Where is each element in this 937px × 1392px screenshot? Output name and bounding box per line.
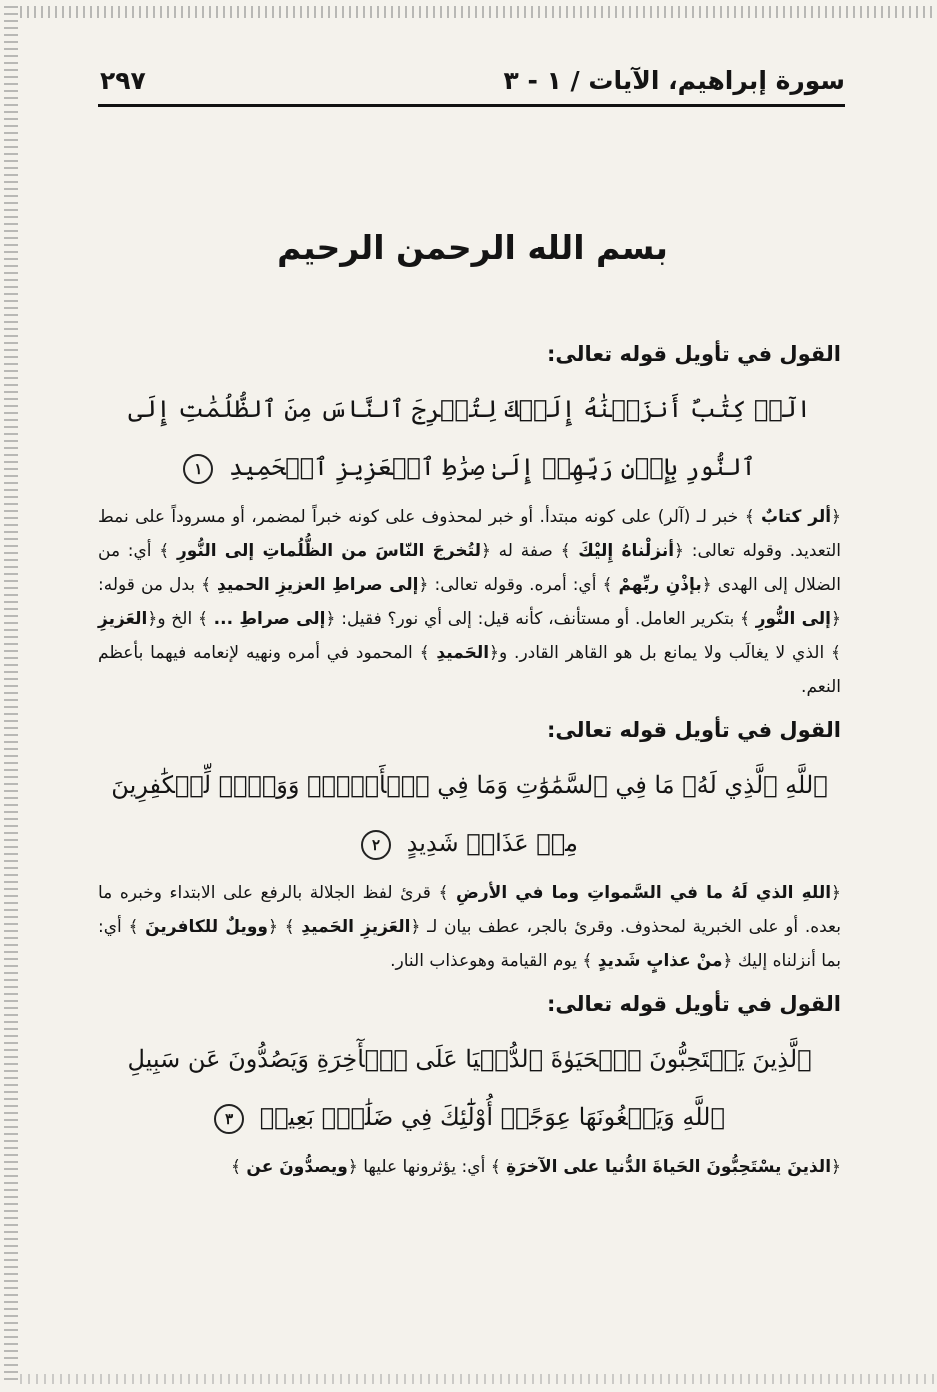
quoted-verse-phrase: ﴿ بإذْنِ ربِّهمْ ﴾ [602,575,711,595]
quoted-verse-phrase: ﴿ لتُخرجَ النّاسَ من الظُّلُماتِ إلى النُّورِ ﴾ [159,541,491,561]
tafsir-section-3 [98,986,841,1184]
page-body [98,336,841,1192]
tafsir-section-2 [98,712,841,978]
quoted-verse-phrase: ﴿ منْ عذابٍ شَديدٍ ﴾ [582,951,732,971]
commentary-text: بدل من قوله: [98,575,202,595]
commentary-paragraph [98,876,841,978]
commentary-paragraph [98,500,841,704]
quoted-verse-phrase: ﴿ العَزيزِ الحَميدِ ﴾ [285,917,421,937]
commentary-text: الخ و [157,609,198,629]
commentary-text: أي: بما أنزلناه إليك [98,917,841,971]
ornamental-border-left [4,6,18,1380]
commentary-text: قرئ لفظ الجلالة بالرفع على الابتداء وخبره ما بعده. أو على الخبرية لمحذوف. وقرئ بالجر، عطف بيان لـ [98,883,841,937]
commentary-text: صفة له [490,541,561,561]
commentary-text: يوم القيامة وهوعذاب النار. [390,951,583,971]
commentary-text: خبر لـ (آلر) على كونه مبتدأ. أو خبر لمحذوف على كونه خبراً لمضمر، أو مسروداً على نمط التعديد. وقوله تعالى: [98,507,841,561]
ayah-number-marker: ١ [183,454,213,484]
quoted-verse-phrase: ﴿ وويلٌ للكافرينَ ﴾ [128,917,278,937]
section-heading: القول في تأويل قوله تعالى: [547,992,841,1016]
header-rule [98,104,845,107]
section-heading: القول في تأويل قوله تعالى: [547,718,841,742]
quoted-verse-phrase: ﴿ اللهِ الذي لَهُ ما في السَّمواتِ وما في الأرضِ ﴾ [438,883,841,903]
commentary-text [278,917,285,937]
running-header [100,60,845,100]
quran-verse [110,1030,829,1146]
quoted-verse-phrase: ﴿ ألر كتابٌ ﴾ [745,507,841,527]
quran-verse [110,380,829,496]
basmala: بسم الله الرحمن الرحيم [277,228,668,267]
commentary-paragraph [98,1150,841,1184]
tafsir-section-1 [98,336,841,704]
quoted-verse-phrase: ﴿ إلى صراطِ العزيزِ الحميدِ ﴾ [201,575,428,595]
verse-text: ٱللَّهِ ٱلَّذِي لَهُۥ مَا فِي ٱلسَّمَٰوَٰتِ وَمَا فِي ٱلۡأَرۡضِۗ وَوَيۡلٞ لِّلۡكَٰفِرِينَ مِنۡ عَذَابٖ شَدِيدٍ [111,771,828,857]
quoted-verse-phrase: ﴿ الذينَ يسْتَحِبُّونَ الحَياةَ الدُّنيا على الآخرَةِ ﴾ [491,1157,841,1177]
commentary-text: أي: من الضلال إلى الهدى [98,541,841,595]
ornamental-border-top [20,6,937,18]
commentary-text: الذي لا يغالَب ولا يمانع بل هو القاهر القادر. و [499,643,832,663]
verse-text: الٓرۚ كِتَٰبٌ أَنزَلۡنَٰهُ إِلَيۡكَ لِتُخۡرِجَ ٱلنَّاسَ مِنَ ٱلظُّلُمَٰتِ إِلَى ٱلنُّورِ بِإِذۡنِ رَبِّهِمۡ إِلَىٰ صِرَٰطِ ٱلۡعَزِيزِ ٱلۡحَمِيدِ [128,395,811,481]
quoted-verse-phrase: ﴿ أنزلْناهُ إِليْكَ ﴾ [561,541,684,561]
quoted-verse-phrase: ﴿ الحَميدِ ﴾ [420,643,499,663]
quoted-verse-phrase: ﴿ العَزيزِ ﴾ [98,609,841,663]
commentary-text: أي: أمره. وقوله تعالى: [428,575,603,595]
ayah-number-marker: ٣ [214,1104,244,1134]
ornamental-border-bottom [20,1374,937,1384]
verse-text: ٱلَّذِينَ يَسۡتَحِبُّونَ ٱلۡحَيَوٰةَ ٱلدُّنۡيَا عَلَى ٱلۡأٓخِرَةِ وَيَصُدُّونَ عَن سَبِيلِ ٱللَّهِ وَيَبۡغُونَهَا عِوَجًاۚ أُوْلَٰٓئِكَ فِي ضَلَٰلِۢ بَعِيدٖ [127,1045,812,1131]
running-title: سورة إبراهيم، الآيات / ١ - ٣ [503,65,845,95]
ayah-number-marker: ٢ [361,830,391,860]
commentary-text: بتكرير العامل. أو مستأنف، كأنه قيل: إلى أي نور؟ فقيل: [335,609,740,629]
quoted-verse-phrase: ﴿ إلى النُّورِ ﴾ [740,609,841,629]
commentary-text: أي: يؤثرونها عليها [357,1157,491,1177]
page-number: ٢٩٧ [100,65,146,95]
quran-verse [110,756,829,872]
quoted-verse-phrase: ﴿ ويصدُّونَ عن ﴾ [231,1157,358,1177]
commentary-text: المحمود في أمره ونهيه لإنعامه فيهما بأعظم النعم. [98,643,841,697]
quoted-verse-phrase: ﴿ إلى صراطِ ... ﴾ [198,609,336,629]
section-heading: القول في تأويل قوله تعالى: [547,342,841,366]
